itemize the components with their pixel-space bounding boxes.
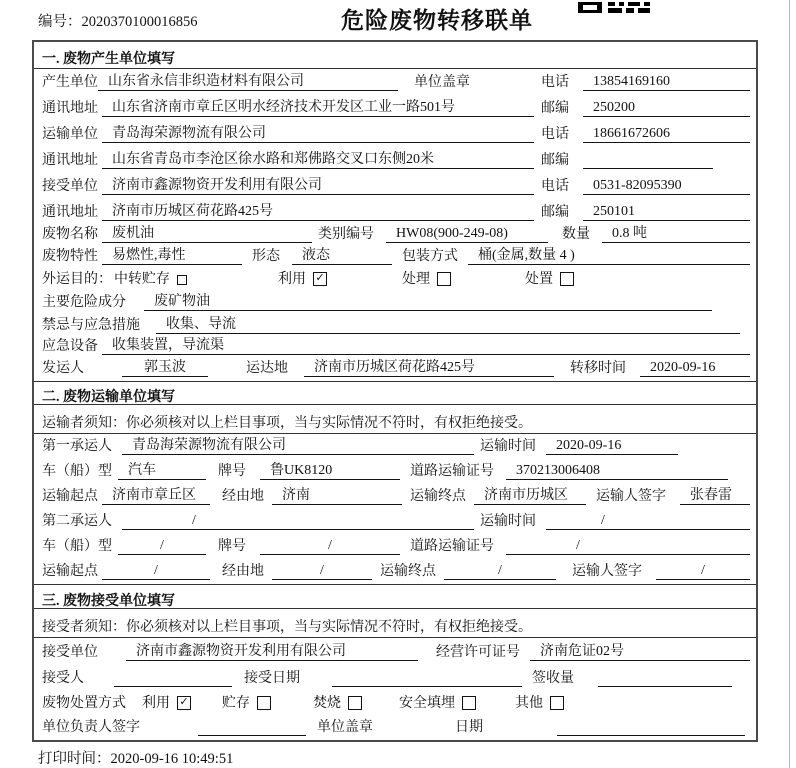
road-permit1-value: 370213006408 (506, 462, 728, 480)
shipper-label: 发运人 (42, 361, 84, 376)
option-label: 其他 (515, 696, 543, 711)
via1-value: 济南 (272, 487, 402, 505)
option-label: 贮存 (222, 696, 250, 711)
physical-form-label: 形态 (252, 249, 280, 264)
option-label: 中转贮存 (114, 272, 170, 287)
producer-zip-label: 邮编 (541, 101, 569, 116)
checkbox-disposal-landfill (462, 696, 476, 710)
acceptor-label: 接受人 (42, 671, 84, 686)
plate1-value: 鲁UK8120 (260, 462, 400, 480)
responsible-sign-value (198, 719, 306, 736)
row-vehicle1 (34, 459, 756, 484)
vehicle-type1-value: 汽车 (118, 462, 206, 480)
emergency-equipment-value: 收集装置，导流渠 (102, 337, 750, 355)
purpose-option-treat (402, 271, 451, 288)
received-qty-label: 签收量 (532, 671, 574, 686)
row-emergency-measures (34, 315, 756, 338)
row-producer-address (34, 95, 756, 121)
accepting-unit-value: 济南市鑫源物资开发利用有限公司 (126, 643, 418, 661)
receiver-unit-label: 接受单位 (42, 179, 98, 194)
second-carrier-label: 第二承运人 (42, 514, 112, 529)
unit-seal-label: 单位盖章 (414, 75, 470, 90)
disposal-option-landfill (399, 695, 476, 712)
option-label: 焚烧 (313, 696, 341, 711)
transporter-phone-label: 电话 (541, 127, 569, 142)
row-shipper (34, 359, 756, 381)
destination-label: 运达地 (246, 361, 288, 376)
transporter-notice: 运输者须知：你必须核对以上栏目事项，当与实际情况不符时，有权拒绝接受。 (34, 405, 756, 434)
row-hazard-component (34, 292, 756, 315)
print-time-value: 2020-09-16 10:49:51 (110, 751, 234, 767)
terminus2-value: / (444, 562, 556, 580)
option-label: 处理 (402, 272, 430, 287)
hazard-component-label: 主要危险成分 (42, 295, 126, 310)
emergency-measures-label: 禁忌与应急措施 (42, 318, 140, 333)
first-carrier-label: 第一承运人 (42, 439, 112, 454)
physical-form-value: 液态 (292, 247, 392, 265)
row-waste-name (34, 225, 756, 247)
option-label: 利用 (278, 272, 306, 287)
row-emergency-equipment (34, 338, 756, 359)
transport-unit-label: 运输单位 (42, 127, 98, 142)
row-accepting-unit (34, 638, 756, 665)
receiver-phone-label: 电话 (541, 179, 569, 194)
accept-date-label: 接受日期 (244, 671, 300, 686)
responsible-sign-label: 单位负责人签字 (42, 720, 140, 735)
destination-value: 济南市历城区荷花路425号 (304, 359, 554, 377)
plate2-label: 牌号 (218, 539, 246, 554)
quantity-label: 数量 (562, 227, 590, 242)
transfer-purpose-label: 外运目的： (42, 272, 112, 287)
hazard-component-value: 废矿物油 (144, 293, 712, 311)
transporter-zip-value (583, 152, 713, 169)
transfer-time-value: 2020-09-16 (640, 359, 750, 377)
first-carrier-value: 青岛海荣源物流有限公司 (122, 437, 474, 455)
via2-value: / (272, 562, 372, 580)
emergency-equipment-label: 应急设备 (42, 339, 98, 354)
transport-time1-value: 2020-09-16 (546, 437, 678, 455)
transport-time2-value: / (546, 512, 750, 530)
producer-zip-value: 250200 (583, 99, 750, 117)
page-title: 危险废物转移联单 (341, 8, 533, 33)
transporter-phone-value: 18661672606 (583, 125, 750, 143)
transfer-time-label: 转移时间 (570, 361, 626, 376)
page-edge-line (789, 0, 790, 768)
purpose-option-transfer-storage (114, 271, 187, 288)
transport-time2-label: 运输时间 (480, 514, 536, 529)
row-route1 (34, 484, 756, 509)
waste-traits-value: 易燃性,毒性 (102, 247, 242, 265)
producer-unit-label: 产生单位 (42, 75, 98, 90)
transporter-address-label: 通讯地址 (42, 153, 98, 168)
receiver-phone-value: 0531-82095390 (583, 177, 750, 195)
row-waste-traits (34, 247, 756, 269)
road-permit1-label: 道路运输证号 (410, 464, 494, 479)
via1-label: 经由地 (222, 489, 264, 504)
doc-number-label: 编号： (38, 14, 82, 30)
option-label: 安全填埋 (399, 696, 455, 711)
unit-seal-label-2: 单位盖章 (317, 720, 373, 735)
vehicle-type2-label: 车（船）型 (42, 539, 112, 554)
section1-header: 一. 废物产生单位填写 (34, 42, 756, 69)
row-transport-unit (34, 121, 756, 147)
emergency-measures-value: 收集、导流 (156, 316, 740, 334)
origin2-label: 运输起点 (42, 564, 98, 579)
carrier-sign2-label: 运输人签字 (572, 564, 642, 579)
option-label: 处置 (525, 272, 553, 287)
origin1-label: 运输起点 (42, 489, 98, 504)
print-time (38, 747, 233, 768)
vehicle-type1-label: 车（船）型 (42, 464, 112, 479)
plate2-value: / (260, 537, 400, 555)
row-acceptor (34, 665, 756, 691)
print-time-label: 打印时间： (38, 751, 111, 767)
producer-phone-value: 13854169160 (583, 73, 750, 91)
transporter-zip-label: 邮编 (541, 153, 569, 168)
disposal-option-storage (222, 695, 271, 712)
transport-unit-value: 青岛海荣源物流有限公司 (102, 125, 534, 143)
license-no-value: 济南危证02号 (530, 643, 750, 661)
producer-unit-value: 山东省永信非织造材料有限公司 (98, 73, 398, 91)
terminus1-value: 济南市历城区 (474, 487, 586, 505)
receiver-notice: 接受者须知：你必须核对以上栏目事项，当与实际情况不符时，有权拒绝接受。 (34, 609, 756, 638)
terminus1-label: 运输终点 (410, 489, 466, 504)
vehicle-type2-value: / (118, 537, 206, 555)
section3-header: 三. 废物接受单位填写 (34, 584, 756, 609)
checkbox-disposal-storage (257, 696, 271, 710)
road-permit2-value: / (506, 537, 750, 555)
disposal-option-other (515, 695, 564, 712)
row-second-carrier (34, 509, 756, 534)
row-responsible-signature (34, 716, 756, 740)
plate1-label: 牌号 (218, 464, 246, 479)
manifest-form (32, 40, 758, 742)
row-route2 (34, 559, 756, 584)
receiver-address-value: 济南市历城区荷花路425号 (102, 203, 534, 221)
packaging-value: 桶(金属,数量 4 ) (468, 247, 750, 265)
checkbox-disposal-other (550, 696, 564, 710)
checkbox-utilize: ✓ (313, 272, 327, 286)
waste-traits-label: 废物特性 (42, 249, 98, 264)
checkbox-treat (437, 272, 451, 286)
accepting-unit-label: 接受单位 (42, 645, 98, 660)
section2-header: 二. 废物运输单位填写 (34, 381, 756, 405)
row-transfer-purpose (34, 269, 756, 292)
disposal-option-utilize (142, 695, 191, 712)
packaging-label: 包装方式 (402, 249, 458, 264)
receiver-zip-label: 邮编 (541, 205, 569, 220)
carrier-sign1-label: 运输人签字 (596, 489, 666, 504)
quantity-value: 0.8 吨 (602, 225, 750, 243)
terminus2-label: 运输终点 (380, 564, 436, 579)
date-value (557, 719, 745, 736)
date-label: 日期 (455, 720, 483, 735)
row-receiver-unit (34, 173, 756, 199)
receiver-address-label: 通讯地址 (42, 205, 98, 220)
row-transporter-address (34, 147, 756, 173)
option-label: 利用 (142, 696, 170, 711)
origin1-value: 济南市章丘区 (102, 487, 210, 505)
accept-date-value (332, 670, 522, 687)
row-receiver-address (34, 199, 756, 225)
row-producer-unit (34, 69, 756, 95)
road-permit2-label: 道路运输证号 (410, 539, 494, 554)
receiver-zip-value: 250101 (583, 203, 750, 221)
second-carrier-value: / (122, 512, 474, 530)
checkbox-transfer-storage (177, 275, 187, 285)
license-no-label: 经营许可证号 (436, 645, 520, 660)
producer-phone-label: 电话 (541, 75, 569, 90)
acceptor-value (114, 670, 232, 687)
received-qty-value (598, 670, 732, 687)
purpose-option-utilize (278, 271, 327, 288)
checkbox-disposal-utilize: ✓ (177, 696, 191, 710)
carrier-sign1-value: 张春雷 (680, 487, 750, 505)
category-no-label: 类别编号 (318, 227, 374, 242)
origin2-value: / (102, 562, 210, 580)
waste-name-label: 废物名称 (42, 227, 98, 242)
disposal-method-label: 废物处置方式 (42, 696, 126, 711)
shipper-value: 郭玉波 (122, 359, 208, 377)
doc-number-value: 2020370100016856 (81, 14, 198, 30)
checkbox-disposal-incinerate (348, 696, 362, 710)
row-disposal-method (34, 691, 756, 716)
producer-address-label: 通讯地址 (42, 101, 98, 116)
row-first-carrier (34, 434, 756, 459)
transport-time1-label: 运输时间 (480, 439, 536, 454)
receiver-unit-value: 济南市鑫源物资开发利用有限公司 (102, 177, 534, 195)
checkbox-dispose (560, 272, 574, 286)
disposal-option-incinerate (313, 695, 362, 712)
waste-name-value: 废机油 (102, 225, 312, 243)
carrier-sign2-value: / (656, 562, 750, 580)
row-vehicle2 (34, 534, 756, 559)
transporter-address-value: 山东省青岛市李沧区徐水路和郑佛路交叉口东侧20米 (102, 151, 534, 169)
category-no-value: HW08(900-249-08) (386, 225, 548, 243)
purpose-option-dispose (525, 271, 574, 288)
via2-label: 经由地 (222, 564, 264, 579)
producer-address-value: 山东省济南市章丘区明水经济技术开发区工业一路501号 (102, 99, 534, 117)
